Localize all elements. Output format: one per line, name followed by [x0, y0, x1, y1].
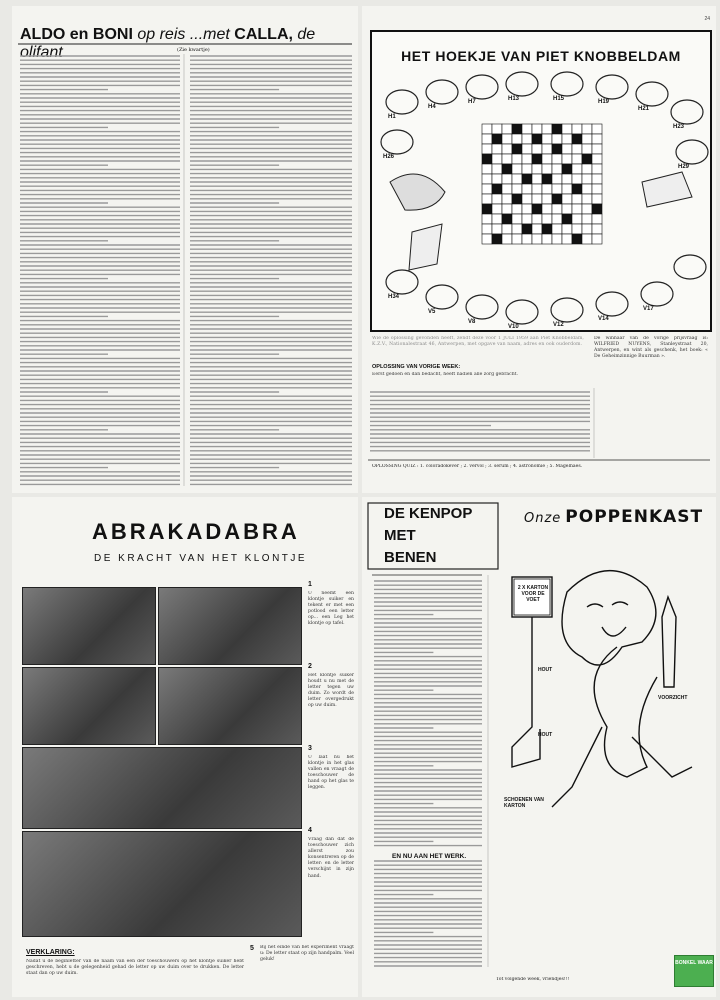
clue-label: V10 — [508, 324, 519, 330]
crossword-cell — [552, 144, 562, 154]
crossword-cell — [532, 174, 542, 184]
crossword-cell — [482, 184, 492, 194]
crossword-cell — [562, 134, 572, 144]
crossword-cell — [512, 194, 522, 204]
crossword-cell — [592, 134, 602, 144]
clue-picture — [596, 292, 628, 316]
clue-label: H13 — [508, 96, 520, 102]
crossword-cell — [572, 144, 582, 154]
crossword-cell — [572, 204, 582, 214]
crossword-cell — [562, 184, 572, 194]
crossword-cell — [482, 174, 492, 184]
quiz-solution: Eerst gedoen en dan bedacht, heeft nadien alle zorg gebracht. — [372, 372, 518, 377]
crossword-cell — [482, 134, 492, 144]
clue-picture — [596, 75, 628, 99]
crossword-cell — [512, 214, 522, 224]
crossword-cell — [522, 164, 532, 174]
clue-picture — [386, 270, 418, 294]
crossword-cell — [582, 134, 592, 144]
crossword-cell — [532, 204, 542, 214]
crossword-cell — [562, 214, 572, 224]
crossword-cell — [512, 174, 522, 184]
article-title: ALDO en BONI op reis ...met CALLA, de olifant — [20, 26, 316, 61]
crossword-cell — [492, 194, 502, 204]
crossword-cell — [502, 184, 512, 194]
puzzle-title: HET HOEKJE VAN PIET KNOBBELDAM — [401, 48, 681, 64]
crossword-grid — [482, 124, 602, 244]
clue-label: V14 — [598, 316, 609, 322]
crossword-cell — [582, 124, 592, 134]
crossword-cell — [542, 124, 552, 134]
closing-line: Tot volgende week, vriendjes!!! — [496, 977, 570, 982]
crossword-cell — [572, 134, 582, 144]
crossword-cell — [582, 174, 592, 184]
label-front-view: VOORZICHT — [658, 695, 688, 701]
label-cardboard-foot: 2 X KARTON VOOR DE VOET — [517, 585, 549, 603]
crossword-cell — [522, 174, 532, 184]
crossword-cell — [522, 154, 532, 164]
clue-label: V12 — [553, 322, 564, 328]
clue-label: H21 — [638, 106, 650, 112]
clue-label: H7 — [468, 99, 476, 105]
crossword-cell — [562, 144, 572, 154]
crossword-cell — [532, 224, 542, 234]
crossword-cell — [512, 184, 522, 194]
page-kenpop — [362, 497, 716, 997]
crossword-cell — [502, 204, 512, 214]
clue-picture — [551, 298, 583, 322]
crossword-cell — [492, 174, 502, 184]
story-continuation-graphic — [362, 388, 716, 493]
crossword-cell — [482, 164, 492, 174]
crossword-cell — [542, 234, 552, 244]
crossword-cell — [532, 144, 542, 154]
explanation-text: Nadat u de beginletter van de naam van een der toeschouwers op het klontje suiker hebt geschreven, hebt u de gelegenheid gehad de letter op uw duim over te drukken. De letter staat dan op uw duim. — [26, 959, 244, 977]
clue-label: H23 — [673, 124, 685, 130]
crossword-cell — [522, 204, 532, 214]
article-columns-graphic — [12, 6, 358, 493]
crossword-cell — [592, 144, 602, 154]
crossword-cell — [512, 134, 522, 144]
clue-label: H4 — [428, 104, 436, 110]
crossword-cell — [492, 164, 502, 174]
photo-step-2a — [22, 667, 156, 745]
crossword-cell — [502, 124, 512, 134]
crossword-cell — [512, 234, 522, 244]
crossword-cell — [502, 154, 512, 164]
crossword-cell — [492, 124, 502, 134]
puzzle-box — [370, 30, 712, 332]
crossword-cell — [492, 234, 502, 244]
quiz-answers: OPLOSSING QUIZ : 1. coloradokever ; 2. vervol ; 3. serum ; 4. astronomie ; 5. Magelhaes. — [372, 464, 583, 469]
crossword-cell — [562, 204, 572, 214]
clue-picture — [676, 140, 708, 164]
clue-label: V8 — [468, 319, 476, 325]
clue-picture — [506, 300, 538, 324]
crossword-cell — [492, 214, 502, 224]
article-subtitle: DE KRACHT VAN HET KLONTJE — [94, 553, 308, 564]
crossword-cell — [582, 224, 592, 234]
winner-intro: Wie de oplossing gevonden heeft, zendt deze vóór 1 JULI 1959 aan Piet Knobbeldam, K.Z.V., Nationalestraat 46, Antwerpen, met opgave van naam, adres en ook ouderdom. — [372, 336, 584, 348]
crossword-cell — [552, 164, 562, 174]
crossword-cell — [562, 154, 572, 164]
crossword-cell — [532, 124, 542, 134]
label-wood: HOUT — [538, 732, 553, 738]
crossword-cell — [482, 194, 492, 204]
crossword-cell — [572, 224, 582, 234]
crossword-cell — [492, 204, 502, 214]
crossword-cell — [592, 234, 602, 244]
crossword-cell — [582, 194, 592, 204]
photo-step-2b — [158, 667, 302, 745]
crossword-cell — [522, 134, 532, 144]
clue-label: H19 — [598, 99, 610, 105]
crossword-cell — [542, 224, 552, 234]
section-heading: EN NU AAN HET WERK. — [392, 853, 467, 860]
stamp-badge: BONKEL WAAR — [674, 955, 714, 987]
step-text: Het klontje suiker houdt u nu met de letter tegen uw duim. Zo wordt de letter overgedrukt op uw duim. — [308, 673, 354, 709]
crossword-cell — [522, 194, 532, 204]
photo-step-3 — [22, 747, 302, 829]
crossword-cell — [592, 204, 602, 214]
crossword-cell — [492, 184, 502, 194]
crossword-cell — [582, 214, 592, 224]
label-wood: HOUT — [538, 667, 553, 673]
clue-picture — [671, 100, 703, 124]
crossword-cell — [562, 234, 572, 244]
step-number: 4 — [308, 827, 312, 834]
crossword-cell — [502, 194, 512, 204]
clue-label: H29 — [678, 164, 690, 170]
crossword-cell — [532, 214, 542, 224]
crossword-illustration — [372, 32, 710, 330]
step-text: U neemt een klontje suiker en tekent er met een potlood een letter op... een Leg het klontje op tafel. — [308, 591, 354, 627]
step-text: Bij het einde van het experiment vraagt u: De letter staat op zijn handpalm. Veel geluk! — [260, 945, 354, 963]
crossword-cell — [552, 134, 562, 144]
step-number: 5 — [250, 945, 254, 952]
clue-label: V17 — [643, 306, 654, 312]
crossword-cell — [482, 124, 492, 134]
crossword-cell — [502, 174, 512, 184]
crossword-cell — [532, 154, 542, 164]
crossword-cell — [572, 194, 582, 204]
photo-step-4 — [22, 831, 302, 937]
crossword-cell — [532, 184, 542, 194]
clue-label: H15 — [553, 96, 565, 102]
crossword-cell — [592, 164, 602, 174]
clue-picture — [506, 72, 538, 96]
crossword-cell — [522, 184, 532, 194]
crossword-cell — [582, 184, 592, 194]
crossword-cell — [522, 124, 532, 134]
clue-picture — [426, 80, 458, 104]
crossword-cell — [552, 174, 562, 184]
crossword-cell — [572, 214, 582, 224]
explanation-heading: VERKLARING: — [26, 949, 75, 956]
clue-picture — [551, 72, 583, 96]
crossword-cell — [552, 224, 562, 234]
crossword-cell — [482, 234, 492, 244]
photo-step-1a — [22, 587, 156, 665]
crossword-cell — [532, 134, 542, 144]
crossword-cell — [552, 194, 562, 204]
crossword-cell — [502, 214, 512, 224]
crossword-cell — [482, 224, 492, 234]
clue-picture — [674, 255, 706, 279]
crossword-cell — [492, 224, 502, 234]
crossword-cell — [492, 144, 502, 154]
crossword-cell — [562, 124, 572, 134]
crossword-cell — [512, 154, 522, 164]
crossword-cell — [542, 214, 552, 224]
crossword-cell — [482, 204, 492, 214]
crossword-cell — [482, 144, 492, 154]
crossword-cell — [572, 234, 582, 244]
clue-label: H34 — [388, 294, 400, 300]
crossword-cell — [502, 224, 512, 234]
crossword-cell — [492, 134, 502, 144]
crossword-cell — [552, 214, 562, 224]
crossword-cell — [502, 144, 512, 154]
clue-label: H1 — [388, 114, 396, 120]
crossword-cell — [572, 174, 582, 184]
crossword-cell — [502, 134, 512, 144]
crossword-cell — [502, 164, 512, 174]
crossword-cell — [582, 154, 592, 164]
crossword-cell — [542, 174, 552, 184]
crossword-cell — [592, 184, 602, 194]
continued-note: (Zie kwartje) — [177, 47, 210, 53]
crossword-cell — [552, 124, 562, 134]
series-logo: Onze POPPENKAST — [524, 507, 704, 527]
crossword-cell — [542, 204, 552, 214]
crossword-cell — [592, 174, 602, 184]
crossword-cell — [512, 164, 522, 174]
crossword-cell — [582, 204, 592, 214]
crossword-cell — [582, 144, 592, 154]
crossword-cell — [562, 164, 572, 174]
crossword-cell — [552, 204, 562, 214]
crossword-cell — [522, 234, 532, 244]
crossword-cell — [592, 194, 602, 204]
crossword-cell — [512, 204, 522, 214]
crossword-cell — [562, 174, 572, 184]
crossword-cell — [542, 134, 552, 144]
clue-label: H26 — [383, 154, 395, 160]
crossword-cell — [542, 144, 552, 154]
crossword-cell — [582, 234, 592, 244]
crossword-cell — [552, 154, 562, 164]
clue-picture — [386, 90, 418, 114]
clue-picture — [466, 75, 498, 99]
article-title: ABRAKADABRA — [92, 519, 300, 544]
clue-picture — [641, 282, 673, 306]
crossword-cell — [492, 154, 502, 164]
clue-picture — [381, 130, 413, 154]
crossword-cell — [542, 184, 552, 194]
crossword-cell — [552, 234, 562, 244]
crossword-cell — [512, 144, 522, 154]
page-hoekje — [362, 6, 716, 493]
crossword-cell — [532, 164, 542, 174]
crossword-cell — [552, 184, 562, 194]
crossword-cell — [582, 164, 592, 174]
clue-picture — [426, 285, 458, 309]
clue-picture — [636, 82, 668, 106]
label-shoes: SCHOENEN VAN KARTON — [504, 797, 544, 809]
crossword-cell — [572, 164, 582, 174]
crossword-cell — [532, 234, 542, 244]
crossword-cell — [542, 194, 552, 204]
clue-picture — [466, 295, 498, 319]
crossword-cell — [572, 154, 582, 164]
crossword-cell — [482, 214, 492, 224]
crossword-cell — [572, 124, 582, 134]
step-text: Vraag dan dat de toeschouwer zich allerst zou konsentreren op de letter: en de letter verschijnt in zijn hand. — [308, 837, 354, 879]
crossword-cell — [512, 224, 522, 234]
photo-step-1b — [158, 587, 302, 665]
crossword-cell — [592, 124, 602, 134]
step-number: 2 — [308, 663, 312, 670]
crossword-cell — [572, 184, 582, 194]
crossword-cell — [542, 154, 552, 164]
winner-announcement: De winnaar van de vorige prijsvraag is: WILFRIED NUYENS, Stanleystraat 20, Antwerpen, en wint als geschenk, het boek: « De Geheimzinnige Buurman ». — [594, 336, 708, 360]
crossword-cell — [482, 154, 492, 164]
step-number: 1 — [308, 581, 312, 588]
crossword-cell — [502, 234, 512, 244]
page-number: 24 — [704, 16, 710, 22]
page-abrakadabra — [12, 497, 358, 997]
crossword-cell — [562, 194, 572, 204]
step-text: U laat nu het klontje in het glas vallen en vraagt de toeschouwer de hand op het glas te leggen. — [308, 755, 354, 791]
crossword-cell — [592, 154, 602, 164]
clue-label: V5 — [428, 309, 436, 315]
quiz-heading: OPLOSSING VAN VORIGE WEEK: — [372, 364, 461, 370]
crossword-cell — [522, 144, 532, 154]
crossword-cell — [592, 224, 602, 234]
crossword-cell — [592, 214, 602, 224]
kenpop-layout-graphic — [362, 497, 716, 997]
crossword-cell — [512, 124, 522, 134]
step-number: 3 — [308, 745, 312, 752]
crossword-cell — [562, 224, 572, 234]
page-aldo-boni — [12, 6, 358, 493]
crossword-cell — [522, 224, 532, 234]
crossword-cell — [522, 214, 532, 224]
crossword-cell — [532, 194, 542, 204]
article-title: DE KENPOP MET BENEN — [384, 505, 473, 566]
crossword-cell — [542, 164, 552, 174]
